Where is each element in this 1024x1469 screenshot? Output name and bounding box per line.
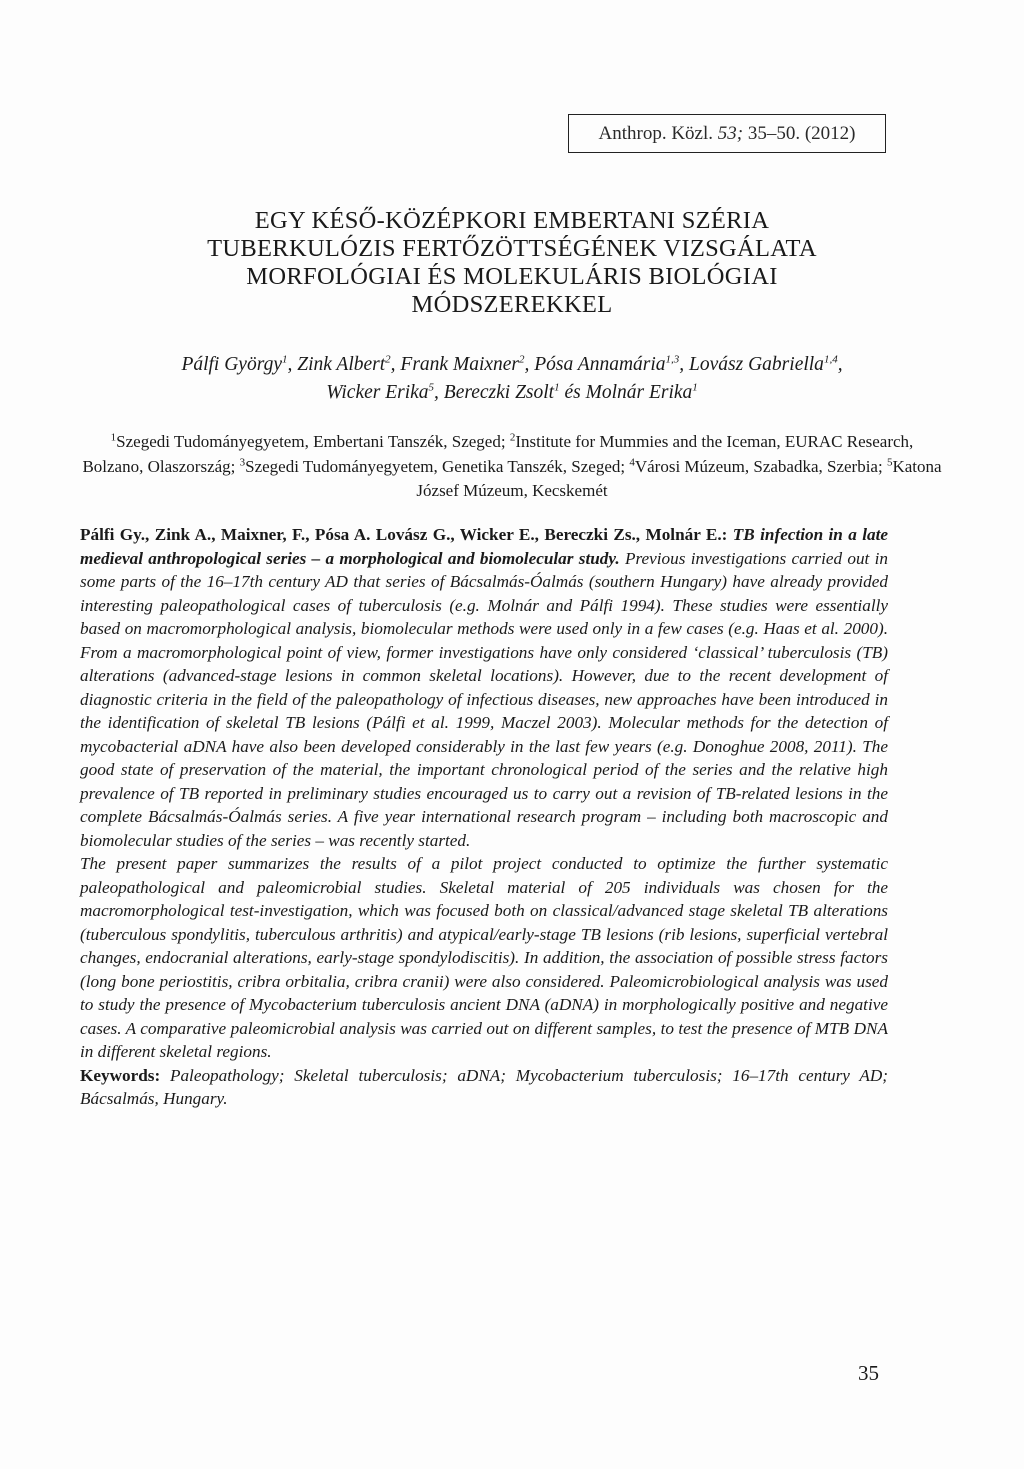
affiliation: $^4$Városi Múzeum, Szabadka, Szerbia;	[629, 455, 887, 476]
keywords: Paleopathology; Skeletal tuberculosis; aDNA; Mycobacterium tuberculosis; 16–17th century AD; Bácsalmás, Hungary.	[80, 1065, 888, 1108]
english-title: TB infection in a late medieval anthropological series – a morphological and biomolecular study.	[80, 525, 888, 568]
author: Bereczki Zsolt$^1$ és	[443, 381, 586, 403]
journal-volume: 53;	[717, 123, 744, 144]
title-line-4: MÓDSZEREKKEL	[411, 291, 613, 318]
affiliation: $^2$Institute for Mummies and the Iceman, EURAC Research, Bolzano, Olaszország;	[82, 431, 914, 476]
title-line-3: MORFOLÓGIAI ÉS MOLEKULÁRIS BIOLÓGIAI	[246, 263, 778, 290]
journal-ref-pages: 35–50. (2012)	[743, 123, 856, 144]
author: Pósa Annamária$^{1,3}$,	[534, 353, 690, 375]
affiliation: $^3$Szegedi Tudományegyetem, Genetika Tanszék, Szeged;	[239, 455, 630, 476]
keywords-line	[80, 1064, 888, 1111]
page-number: 35	[858, 1361, 879, 1385]
paper-title	[80, 207, 944, 319]
author: Zink Albert$^2$,	[297, 353, 401, 375]
author: Pálfi György$^1$,	[181, 353, 298, 375]
abstract-paragraph-2: The present paper summarizes the results of a pilot project conducted to optimize the further systematic paleopathological and paleomicrobial studies. Skeletal material of 205 individuals was chosen for the macromorphological test-investigation, which was focused both on classical/advanced stage skeletal TB alterations (tuberculous spondylitis, tuberculous arthritis) and atypical/early-stage TB lesions (rib lesions, superficial vertebral changes, endocranial alterations, early-stage spondylodiscitis). In addition, the association of possible stress factors (long bone periostitis, cribra orbitalia, cribra cranii) were also considered. Paleomicrobiological analysis was used to study the presence of Mycobacterium tuberculosis ancient DNA (aDNA) in morphologically positive and negative cases. A comparative paleomicrobial analysis was carried out on different samples, to test the presence of MTB DNA in different skeletal regions.	[80, 854, 888, 1061]
author: Molnár Erika$^1$	[585, 381, 698, 403]
affiliation: $^5$Katona József Múzeum, Kecskemét	[416, 455, 942, 500]
author: Lovász Gabriella$^{1,4}$,	[689, 353, 843, 375]
affiliation: $^1$Szegedi Tudományegyetem, Embertani Tanszék, Szeged;	[110, 431, 510, 451]
title-line-1: EGY KÉSŐ-KÖZÉPKORI EMBERTANI SZÉRIA	[254, 207, 770, 234]
title-line-2: TUBERKULÓZIS FERTŐZÖTTSÉGÉNEK VIZSGÁLATA	[207, 235, 817, 262]
author: Wicker Erika$^5$,	[326, 381, 444, 403]
abstract	[80, 523, 888, 1111]
journal-reference	[568, 114, 886, 153]
author-list	[80, 351, 944, 407]
keywords-label: Keywords:	[80, 1065, 170, 1085]
citation-authors: Pálfi Gy., Zink A., Maixner, F., Pósa A. Lovász G., Wicker E., Bereczki Zs., Molnár E.:	[80, 525, 733, 544]
abstract-paragraph-1	[80, 523, 888, 852]
abstract-text-1: Previous investigations carried out in some parts of the 16–17th century AD that series of Bácsalmás-Óalmás (southern Hungary) have already provided interesting paleopathological cases of tuberculosis (e.g. Molnár and Pálfi 1994). These studies were essentially based on macromorphological analysis, biomolecular methods were used only in a few cases (e.g. Haas et al. 2000). From a macromorphological point of view, former investigations have only considered ‘classical’ tuberculosis (TB) alterations (advanced-stage lesions in common skeletal locations). However, due to the recent development of diagnostic criteria in the field of the paleopathology of infectious diseases, new approaches have been introduced in the identification of skeletal TB lesions (Pálfi et al. 1999, Maczel 2003). Molecular methods for the detection of mycobacterial aDNA have also been developed considerably in the last few years (e.g. Donoghue 2008, 2011). The good state of preservation of the material, the important chronological period of the series and the relative high prevalence of TB reported in preliminary studies encouraged us to carry out a revision of TB-related lesions in the complete Bácsalmás-Óalmás series. A five year international research program – including both macroscopic and biomolecular studies of the series – was recently started.	[80, 548, 888, 850]
affiliations	[80, 430, 944, 504]
journal-ref-prefix: Anthrop. Közl.	[598, 123, 718, 144]
author: Frank Maixner$^2$,	[400, 353, 535, 375]
